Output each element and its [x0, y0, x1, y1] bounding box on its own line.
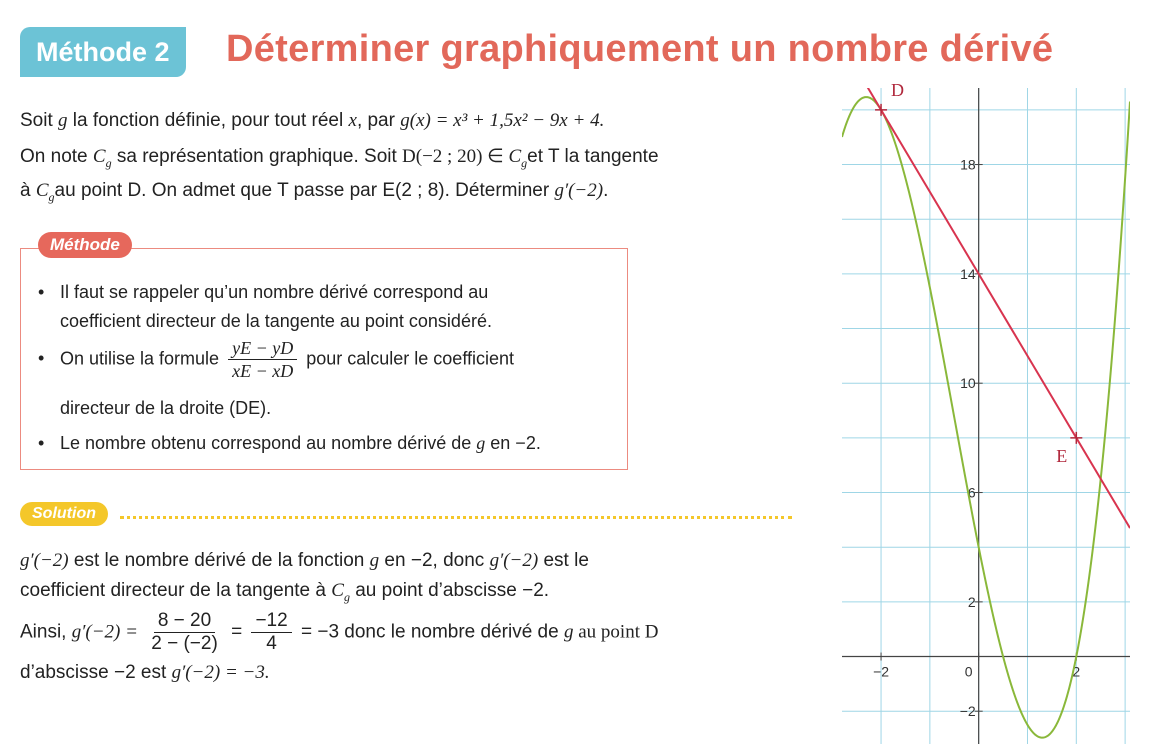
curve-symbol: C	[35, 180, 49, 201]
text: et T la tangente	[527, 146, 659, 167]
text: Le nombre obtenu correspond au nombre dérivé de	[60, 433, 477, 453]
x-tick-label: 2	[1072, 663, 1081, 680]
y-tick-label: 14	[960, 265, 976, 282]
point-label-d: D	[891, 79, 905, 100]
function-formula: g(x) = x³ + 1,5x² − 9x + 4.	[400, 110, 605, 131]
y-tick-label: 2	[967, 593, 976, 610]
math-g: g	[369, 550, 380, 571]
formula-denominator: xE − xD	[232, 361, 294, 381]
curve-subscript: g	[343, 589, 350, 604]
curve-subscript: g	[105, 155, 112, 170]
text: sa représentation graphique. Soit	[111, 146, 403, 167]
curve-subscript: g	[48, 189, 55, 204]
text: coefficient directeur de la tangente à	[20, 580, 332, 601]
y-tick-label: 18	[960, 156, 976, 173]
tangent-line	[842, 44, 1130, 528]
x-tick-label: −2	[873, 663, 890, 680]
solution-label: Solution	[20, 502, 108, 526]
bullet-dot: •	[38, 348, 45, 369]
text: à	[20, 180, 36, 201]
grid	[842, 88, 1130, 744]
derivative-expression: g′(−2) =	[71, 621, 138, 643]
equals-sign: =	[231, 621, 243, 643]
text: pour calculer le coefficient	[306, 348, 515, 369]
math-g: g	[476, 433, 486, 453]
formula-numerator: yE − yD	[228, 337, 297, 360]
fraction-numerator: −12	[251, 610, 291, 633]
derivative-expression: g′(−2)	[20, 550, 69, 571]
y-tick-label: −2	[959, 703, 976, 720]
text: .	[603, 180, 609, 201]
text: On note	[20, 146, 93, 167]
math-x: x	[348, 110, 357, 131]
text: est le nombre dérivé de la fonction	[68, 550, 370, 571]
curve-symbol: C	[508, 146, 522, 167]
point-label-e: E	[1056, 445, 1068, 466]
y-tick-label: 10	[960, 375, 976, 392]
fraction-numerator: 8 − 20	[154, 610, 215, 633]
text: = −3 donc le nombre dérivé de	[300, 621, 564, 643]
text: On utilise la formule	[60, 348, 220, 369]
x-tick-label: 0	[964, 663, 973, 680]
text: au point D	[573, 621, 659, 643]
curves	[842, 44, 1130, 737]
text: Soit	[20, 110, 59, 131]
point-d: D(−2 ; 20) ∈	[402, 146, 509, 167]
text: Il faut se rappeler qu’un nombre dérivé correspond au	[60, 282, 489, 302]
derivative-expression: g′(−2)	[489, 550, 539, 571]
page-title: Déterminer graphiquement un nombre dérivé	[226, 28, 1054, 70]
math-g: g	[58, 110, 68, 131]
axes	[842, 88, 1130, 744]
derivative-expression: g′(−2)	[554, 180, 604, 201]
curve-symbol: C	[331, 580, 344, 601]
method-bullet-1-cont: coefficient directeur de la tangente au point considéré.	[60, 311, 492, 331]
text: d’abscisse −2 est	[20, 662, 172, 683]
method-badge: Méthode 2	[20, 27, 186, 77]
curve-symbol: C	[92, 146, 106, 167]
text: Ainsi,	[20, 621, 72, 643]
fraction-denominator: 4	[266, 633, 277, 654]
text: en −2.	[485, 433, 541, 453]
text: la fonction définie, pour tout réel	[67, 110, 349, 131]
math-g: g	[563, 621, 574, 643]
text: , par	[356, 110, 401, 131]
text: au point D. On admet que T passe par E(2 ; 8). Déterminer	[54, 180, 555, 201]
text: est le	[538, 550, 589, 571]
curve-subscript: g	[521, 155, 528, 170]
text: au point d’abscisse −2.	[349, 580, 550, 601]
text: en −2, donc	[379, 550, 490, 571]
bullet-dot: •	[38, 282, 45, 302]
bullet-dot: •	[38, 433, 45, 453]
y-tick-label: 6	[967, 484, 976, 501]
cubic-curve	[842, 97, 1130, 738]
method-label: Méthode	[38, 232, 132, 258]
method-bullet-2-cont: directeur de la droite (DE).	[60, 398, 272, 418]
derivative-result: g′(−2) = −3.	[171, 662, 270, 683]
fraction-denominator: 2 − (−2)	[151, 633, 218, 654]
